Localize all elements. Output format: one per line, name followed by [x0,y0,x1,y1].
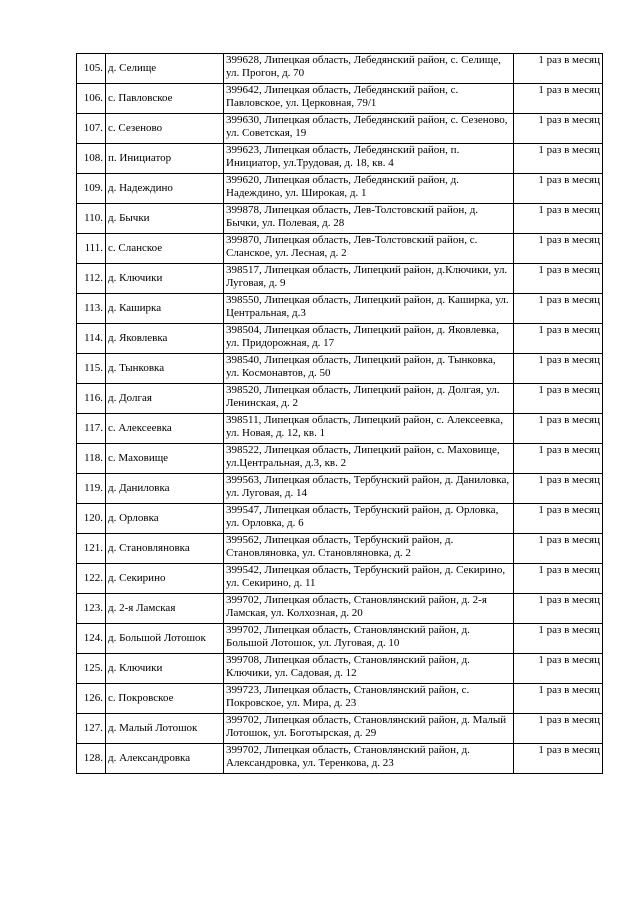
frequency-cell: 1 раз в месяц [514,84,603,114]
row-number-cell: 106. [77,84,106,114]
settlement-name-cell: д. Малый Лотошок [106,714,224,744]
table-row [77,144,603,174]
row-number-cell: 110. [77,204,106,234]
settlement-name-cell: с. Покровское [106,684,224,714]
row-number-cell: 121. [77,534,106,564]
table-row [77,534,603,564]
row-number-cell: 114. [77,324,106,354]
frequency-cell: 1 раз в месяц [514,594,603,624]
settlement-name-cell: д. Тынковка [106,354,224,384]
settlement-name-cell: д. Селище [106,54,224,84]
frequency-cell: 1 раз в месяц [514,474,603,504]
address-cell: 399702, Липецкая область, Становлянский район, д. Александровка, ул. Теренкова, д. 23 [224,744,514,774]
row-number-cell: 122. [77,564,106,594]
settlement-name-cell: с. Алексеевка [106,414,224,444]
row-number-cell: 113. [77,294,106,324]
address-cell: 399623, Липецкая область, Лебедянский район, п. Инициатор, ул.Трудовая, д. 18, кв. 4 [224,144,514,174]
address-cell: 399547, Липецкая область, Тербунский район, д. Орловка, ул. Орловка, д. 6 [224,504,514,534]
address-cell: 399542, Липецкая область, Тербунский район, д. Секирино, ул. Секирино, д. 11 [224,564,514,594]
address-cell: 399642, Липецкая область, Лебедянский район, с. Павловское, ул. Церковная, 79/1 [224,84,514,114]
table-row [77,444,603,474]
row-number-cell: 118. [77,444,106,474]
settlement-name-cell: д. 2-я Ламская [106,594,224,624]
frequency-cell: 1 раз в месяц [514,654,603,684]
address-cell: 399723, Липецкая область, Становлянский район, с. Покровское, ул. Мира, д. 23 [224,684,514,714]
settlement-name-cell: п. Инициатор [106,144,224,174]
table-row [77,294,603,324]
row-number-cell: 105. [77,54,106,84]
frequency-cell: 1 раз в месяц [514,624,603,654]
frequency-cell: 1 раз в месяц [514,504,603,534]
address-cell: 398517, Липецкая область, Липецкий район, д.Ключики, ул. Луговая, д. 9 [224,264,514,294]
address-cell: 398550, Липецкая область, Липецкий район, д. Каширка, ул. Центральная, д.3 [224,294,514,324]
row-number-cell: 109. [77,174,106,204]
row-number-cell: 128. [77,744,106,774]
frequency-cell: 1 раз в месяц [514,54,603,84]
row-number-cell: 119. [77,474,106,504]
frequency-cell: 1 раз в месяц [514,174,603,204]
frequency-cell: 1 раз в месяц [514,384,603,414]
row-number-cell: 123. [77,594,106,624]
table-body [77,54,603,774]
row-number-cell: 108. [77,144,106,174]
table-row [77,84,603,114]
row-number-cell: 125. [77,654,106,684]
row-number-cell: 111. [77,234,106,264]
table-row [77,564,603,594]
table-row [77,234,603,264]
frequency-cell: 1 раз в месяц [514,204,603,234]
settlement-name-cell: д. Бычки [106,204,224,234]
table-row [77,114,603,144]
row-number-cell: 126. [77,684,106,714]
frequency-cell: 1 раз в месяц [514,264,603,294]
settlement-name-cell: д. Александровка [106,744,224,774]
row-number-cell: 115. [77,354,106,384]
address-cell: 399630, Липецкая область, Лебедянский район, с. Сезеново, ул. Советская, 19 [224,114,514,144]
table-row [77,54,603,84]
address-cell: 399708, Липецкая область, Становлянский район, д. Ключики, ул. Садовая, д. 12 [224,654,514,684]
table-row [77,714,603,744]
row-number-cell: 117. [77,414,106,444]
settlement-name-cell: д. Даниловка [106,474,224,504]
address-cell: 399870, Липецкая область, Лев-Толстовский район, с. Сланское, ул. Лесная, д. 2 [224,234,514,264]
table-row [77,654,603,684]
settlements-table [76,53,603,774]
table-row [77,414,603,444]
address-cell: 398540, Липецкая область, Липецкий район, д. Тынковка, ул. Космонавтов, д. 50 [224,354,514,384]
table-row [77,474,603,504]
settlement-name-cell: д. Надеждино [106,174,224,204]
table-row [77,354,603,384]
address-cell: 399628, Липецкая область, Лебедянский район, с. Селище, ул. Прогон, д. 70 [224,54,514,84]
address-cell: 399562, Липецкая область, Тербунский район, д. Становляновка, ул. Становляновка, д. 2 [224,534,514,564]
table-row [77,324,603,354]
address-cell: 398504, Липецкая область, Липецкий район, д. Яковлевка, ул. Придорожная, д. 17 [224,324,514,354]
settlement-name-cell: д. Большой Лотошок [106,624,224,654]
frequency-cell: 1 раз в месяц [514,114,603,144]
row-number-cell: 116. [77,384,106,414]
frequency-cell: 1 раз в месяц [514,534,603,564]
table-row [77,174,603,204]
address-cell: 398511, Липецкая область, Липецкий район, с. Алексеевка, ул. Новая, д. 12, кв. 1 [224,414,514,444]
settlement-name-cell: д. Каширка [106,294,224,324]
settlement-name-cell: д. Ключики [106,264,224,294]
table-row [77,744,603,774]
settlement-name-cell: д. Долгая [106,384,224,414]
settlement-name-cell: с. Маховище [106,444,224,474]
address-cell: 399563, Липецкая область, Тербунский район, д. Даниловка, ул. Луговая, д. 14 [224,474,514,504]
frequency-cell: 1 раз в месяц [514,144,603,174]
frequency-cell: 1 раз в месяц [514,294,603,324]
address-cell: 399878, Липецкая область, Лев-Толстовский район, д. Бычки, ул. Полевая, д. 28 [224,204,514,234]
settlement-name-cell: с. Сланское [106,234,224,264]
settlement-name-cell: с. Сезеново [106,114,224,144]
address-cell: 399702, Липецкая область, Становлянский район, д. 2-я Ламская, ул. Колхозная, д. 20 [224,594,514,624]
frequency-cell: 1 раз в месяц [514,564,603,594]
frequency-cell: 1 раз в месяц [514,444,603,474]
table-row [77,264,603,294]
table-row [77,684,603,714]
row-number-cell: 112. [77,264,106,294]
row-number-cell: 124. [77,624,106,654]
address-cell: 399702, Липецкая область, Становлянский район, д. Малый Лотошок, ул. Боготырская, д. 29 [224,714,514,744]
address-cell: 399702, Липецкая область, Становлянский район, д. Большой Лотошок, ул. Луговая, д. 10 [224,624,514,654]
row-number-cell: 120. [77,504,106,534]
table-row [77,624,603,654]
frequency-cell: 1 раз в месяц [514,354,603,384]
table-row [77,594,603,624]
row-number-cell: 127. [77,714,106,744]
address-cell: 398520, Липецкая область, Липецкий район, д. Долгая, ул. Ленинская, д. 2 [224,384,514,414]
frequency-cell: 1 раз в месяц [514,744,603,774]
table-row [77,384,603,414]
frequency-cell: 1 раз в месяц [514,684,603,714]
row-number-cell: 107. [77,114,106,144]
frequency-cell: 1 раз в месяц [514,324,603,354]
settlement-name-cell: д. Яковлевка [106,324,224,354]
frequency-cell: 1 раз в месяц [514,714,603,744]
frequency-cell: 1 раз в месяц [514,414,603,444]
settlement-name-cell: д. Ключики [106,654,224,684]
settlement-name-cell: д. Секирино [106,564,224,594]
frequency-cell: 1 раз в месяц [514,234,603,264]
settlement-name-cell: д. Становляновка [106,534,224,564]
settlement-name-cell: с. Павловское [106,84,224,114]
address-cell: 398522, Липецкая область, Липецкий район, с. Маховище, ул.Центральная, д.3, кв. 2 [224,444,514,474]
table-row [77,204,603,234]
table-row [77,504,603,534]
settlement-name-cell: д. Орловка [106,504,224,534]
address-cell: 399620, Липецкая область, Лебедянский район, д. Надеждино, ул. Широкая, д. 1 [224,174,514,204]
